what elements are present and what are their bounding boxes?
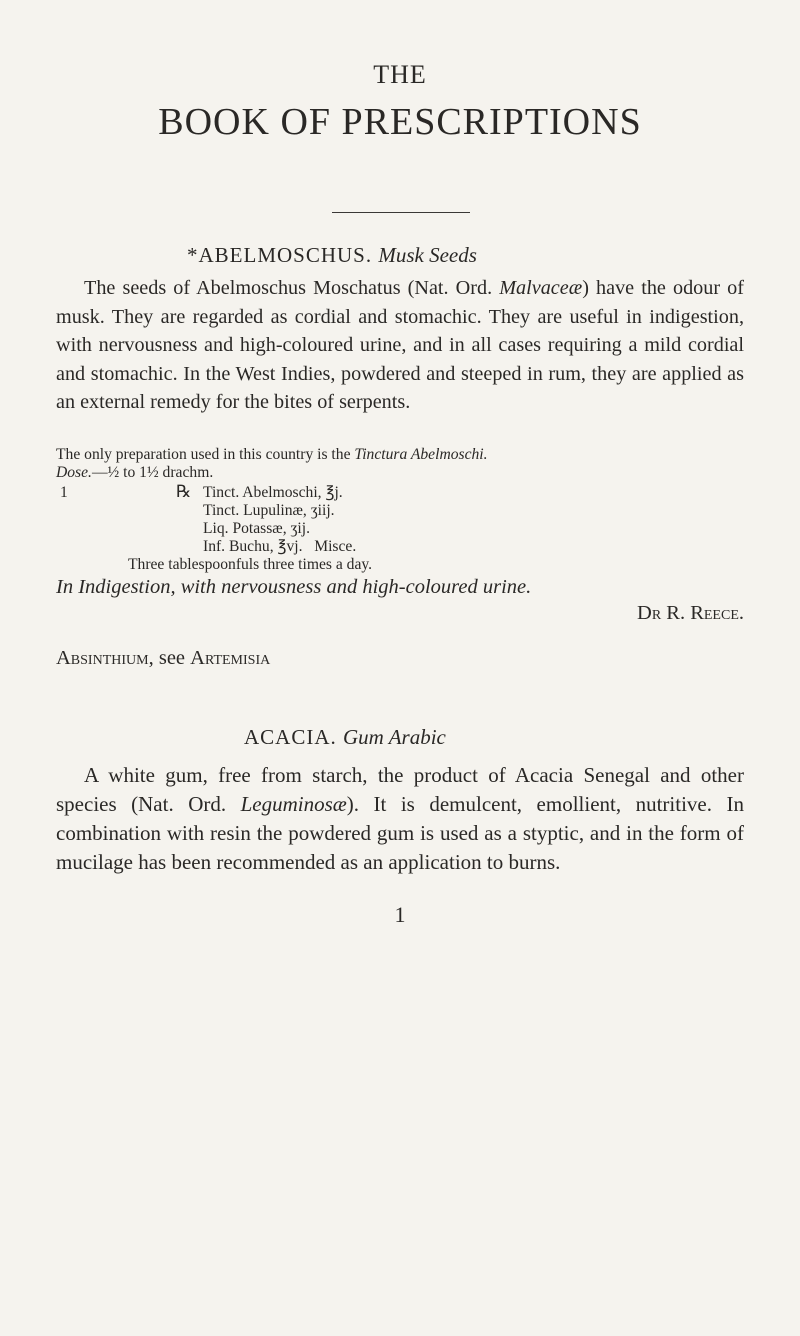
prescription-author: Dr R. Reece. xyxy=(637,602,744,624)
preparation-note xyxy=(56,446,756,464)
dose-text: —½ to 1½ drachm. xyxy=(91,464,214,481)
entry-paragraph-abelmoschus xyxy=(56,274,744,417)
rx-symbol: ℞ xyxy=(176,482,192,501)
entry-heading-acacia xyxy=(244,725,446,750)
prescription-line: Inf. Buchu, ℥vj. Misce. xyxy=(203,538,357,555)
paragraph-text: ). It is demulcent, emollient, nutritive. In combination with resin the powdered gum is used as a styptic, and in the form of mucilage has been recommended as an application to burns. xyxy=(56,792,744,874)
entry-heading-common-name: Musk Seeds xyxy=(378,243,477,267)
entry-paragraph-acacia xyxy=(56,761,744,877)
prescription-number: 1 xyxy=(60,484,68,501)
entry-heading-name: *ABELMOSCHUS. xyxy=(187,243,373,267)
paragraph-italic-term: Malvaceæ xyxy=(499,277,583,299)
paragraph-text: A white gum, free from starch, the product of Acacia Senegal and other species (Nat. Ord. xyxy=(56,763,744,816)
title-rule xyxy=(332,212,470,213)
dose-line xyxy=(56,464,213,482)
paragraph-italic-term: Leguminosæ xyxy=(240,792,347,816)
book-title: BOOK OF PRESCRIPTIONS xyxy=(158,101,642,143)
entry-heading-abelmoschus xyxy=(187,243,477,268)
prescription-line: Tinct. Abelmoschi, ℥j. xyxy=(203,484,343,501)
prescription-line: Tinct. Lupulinæ, ʒiij. xyxy=(203,502,335,519)
paragraph-text: The seeds of Abelmoschus Moschatus (Nat. Ord. xyxy=(84,277,500,299)
indication-line: In Indigestion, with nervousness and high-coloured urine. xyxy=(56,576,532,598)
note-italic-term: Tinctura Abelmoschi. xyxy=(354,446,488,463)
prescription-directions: Three tablespoonfuls three times a day. xyxy=(128,556,373,573)
entry-heading-name: ACACIA. xyxy=(244,725,337,749)
cross-ref-see: see xyxy=(158,647,186,669)
note-text: The only preparation used in this country is the xyxy=(56,446,355,463)
entry-heading-common-name: Gum Arabic xyxy=(343,725,446,749)
cross-ref-target: Artemisia xyxy=(190,647,271,669)
prescription-line: Liq. Potassæ, ʒij. xyxy=(203,520,310,537)
cross-ref-word: Absinthium, xyxy=(56,647,154,669)
cross-reference-absinthium xyxy=(56,647,270,670)
header-the: THE xyxy=(373,60,427,89)
page-number: 1 xyxy=(394,902,406,927)
paragraph-text: ) have the odour of musk. They are regarded as cordial and stomachic. They are useful in indigestion, with nervousness and high-coloured urine, and in all cases requiring a mild cordial and stomachic. In the West Indies, powdered and steeped in rum, they are applied as an external remedy for the bites of serpents. xyxy=(56,277,744,413)
dose-label: Dose. xyxy=(56,464,92,481)
